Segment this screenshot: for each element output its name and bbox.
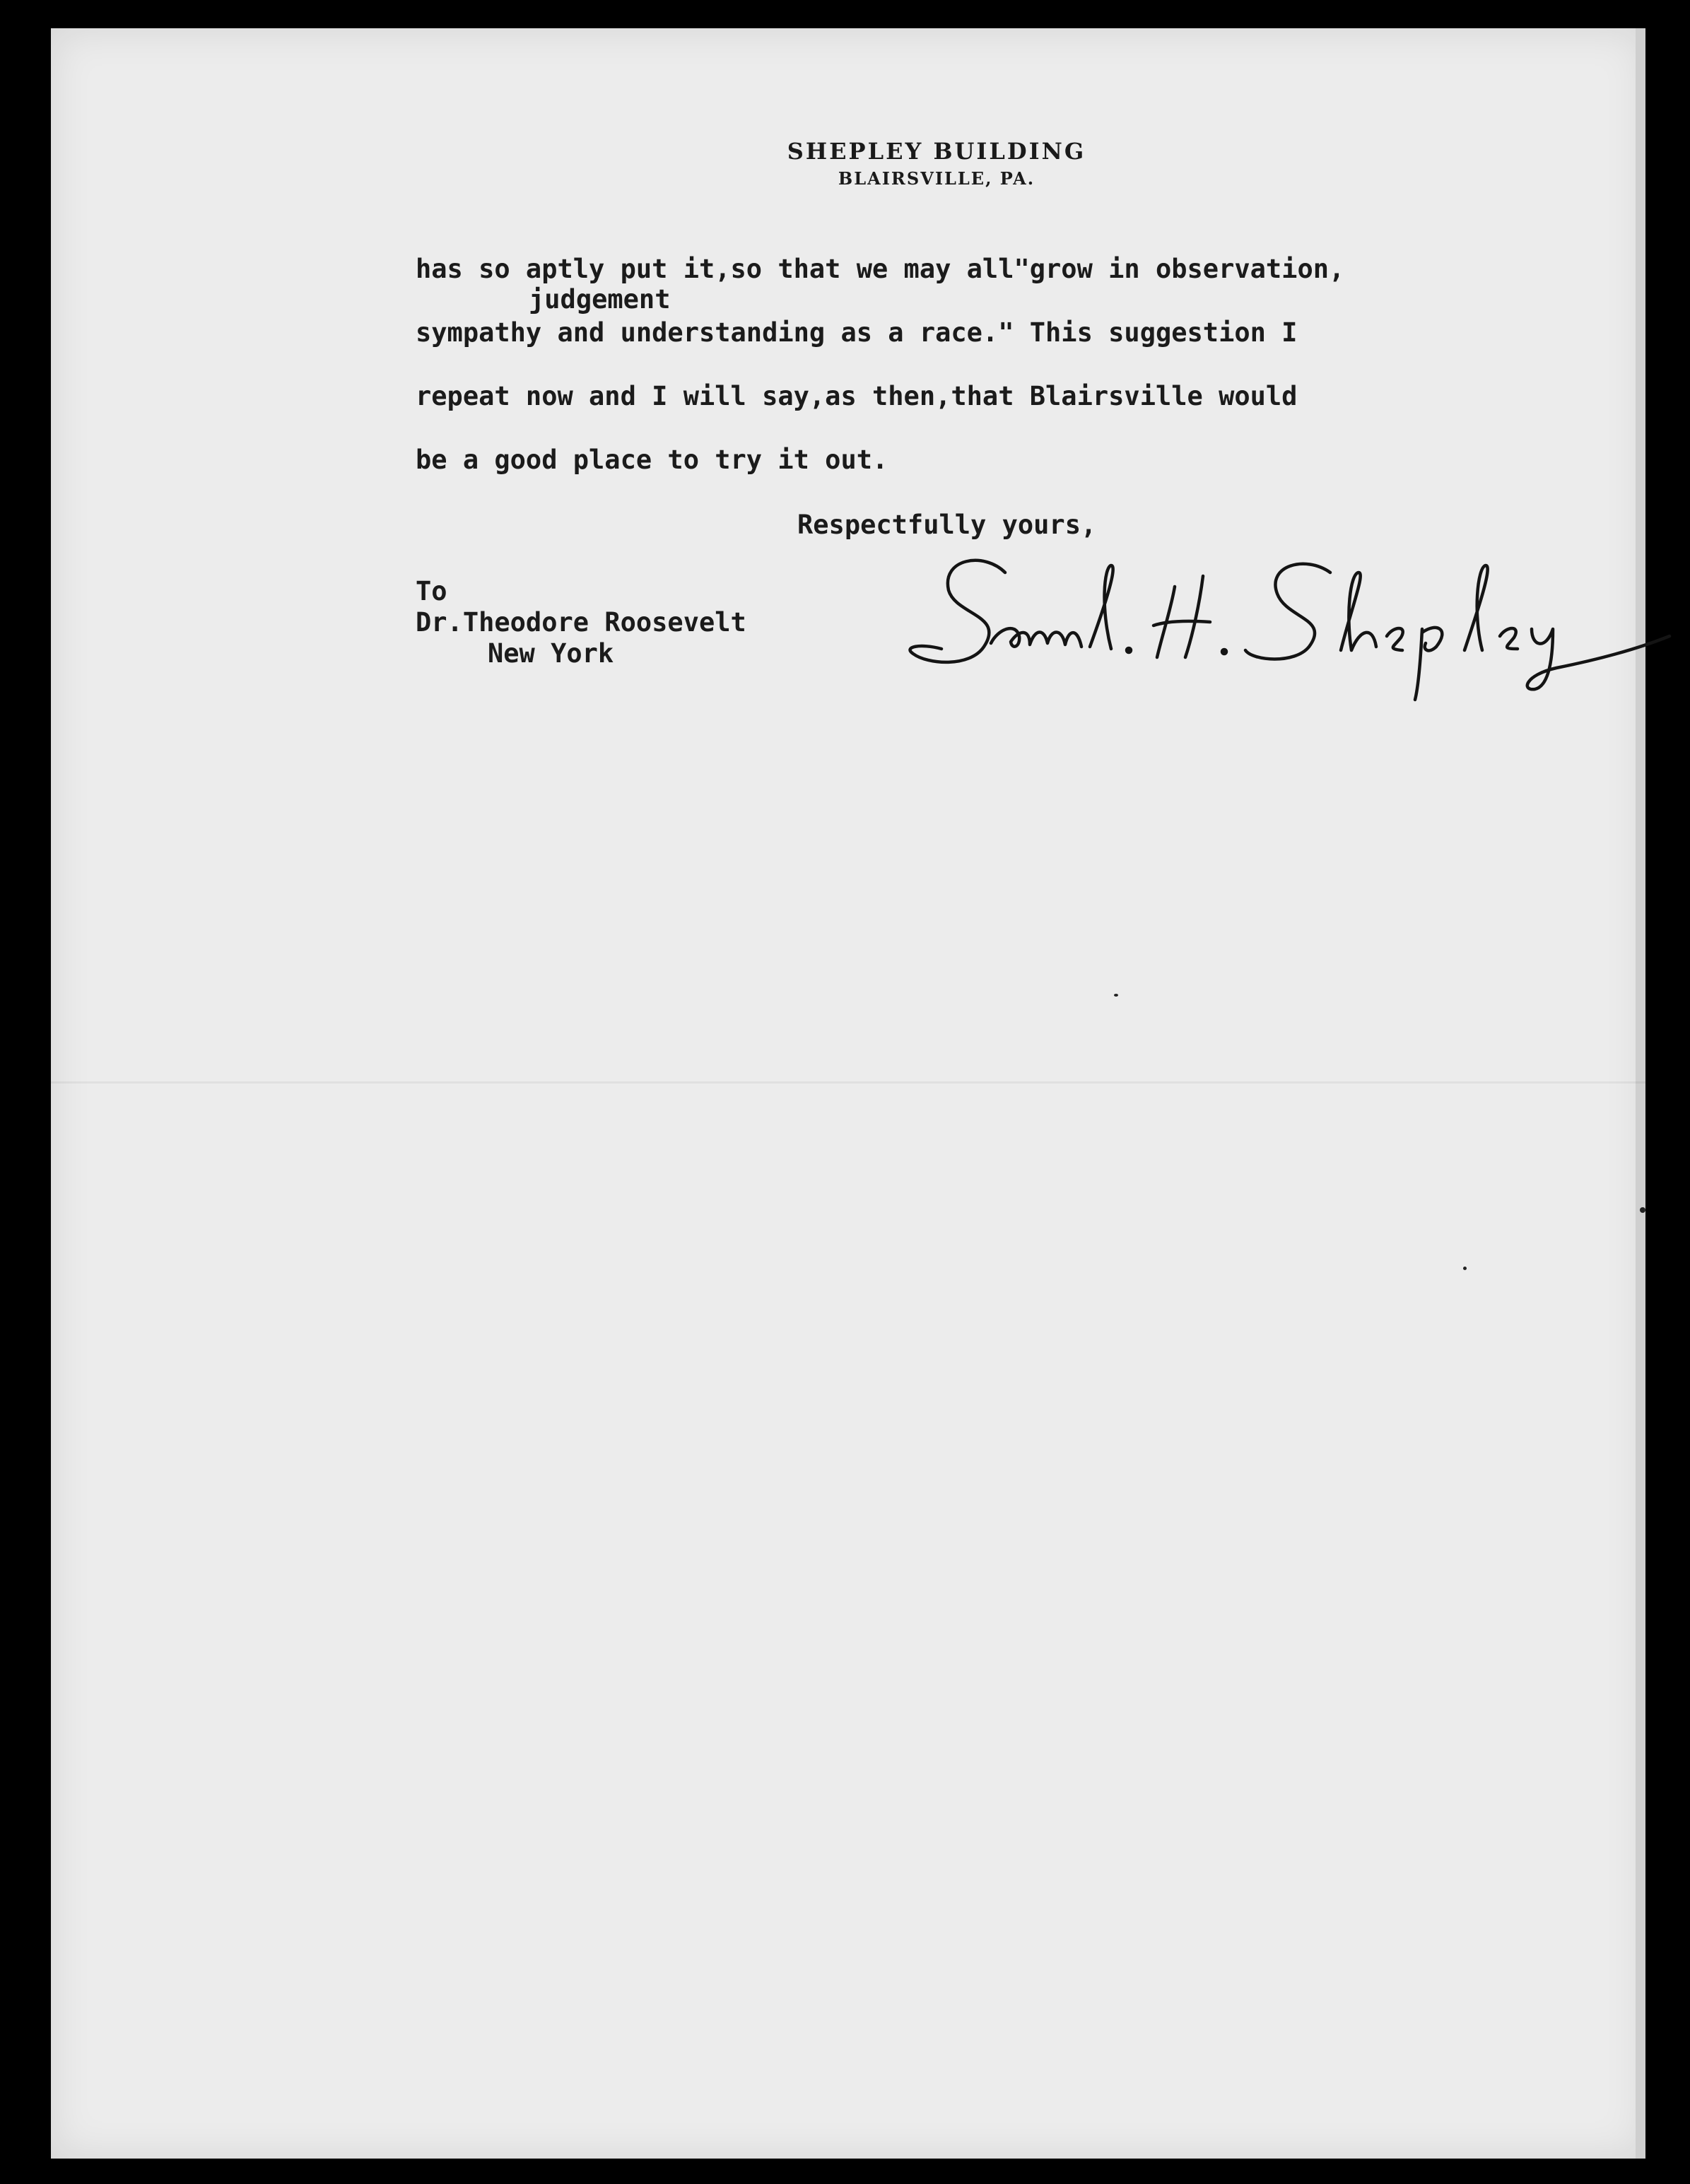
body-line-4: be a good place to try it out. xyxy=(416,445,888,475)
closing: Respectfully yours, xyxy=(797,510,1097,540)
body-line-1: has so aptly put it,so that we may all"grow in observation, xyxy=(416,254,1345,284)
handwritten-signature xyxy=(899,523,1677,707)
address-name: Dr.Theodore Roosevelt xyxy=(416,607,746,638)
letter-sheet xyxy=(51,28,1645,2159)
body-line-3: repeat now and I will say,as then,that Blairsville would xyxy=(416,381,1298,411)
paper-speck xyxy=(1463,1267,1467,1270)
address-city: New York xyxy=(488,638,614,669)
body-insertion: judgement xyxy=(529,284,671,315)
paper-speck xyxy=(1114,994,1118,997)
sheet-edge xyxy=(1636,28,1645,2159)
letterhead-name: SHEPLEY BUILDING xyxy=(787,138,1086,165)
paper-speck xyxy=(1640,1207,1645,1213)
address-to: To xyxy=(416,576,447,606)
letterhead-place: BLAIRSVILLE, PA. xyxy=(838,168,1035,189)
body-line-2: sympathy and understanding as a race." This suggestion I xyxy=(416,317,1298,348)
